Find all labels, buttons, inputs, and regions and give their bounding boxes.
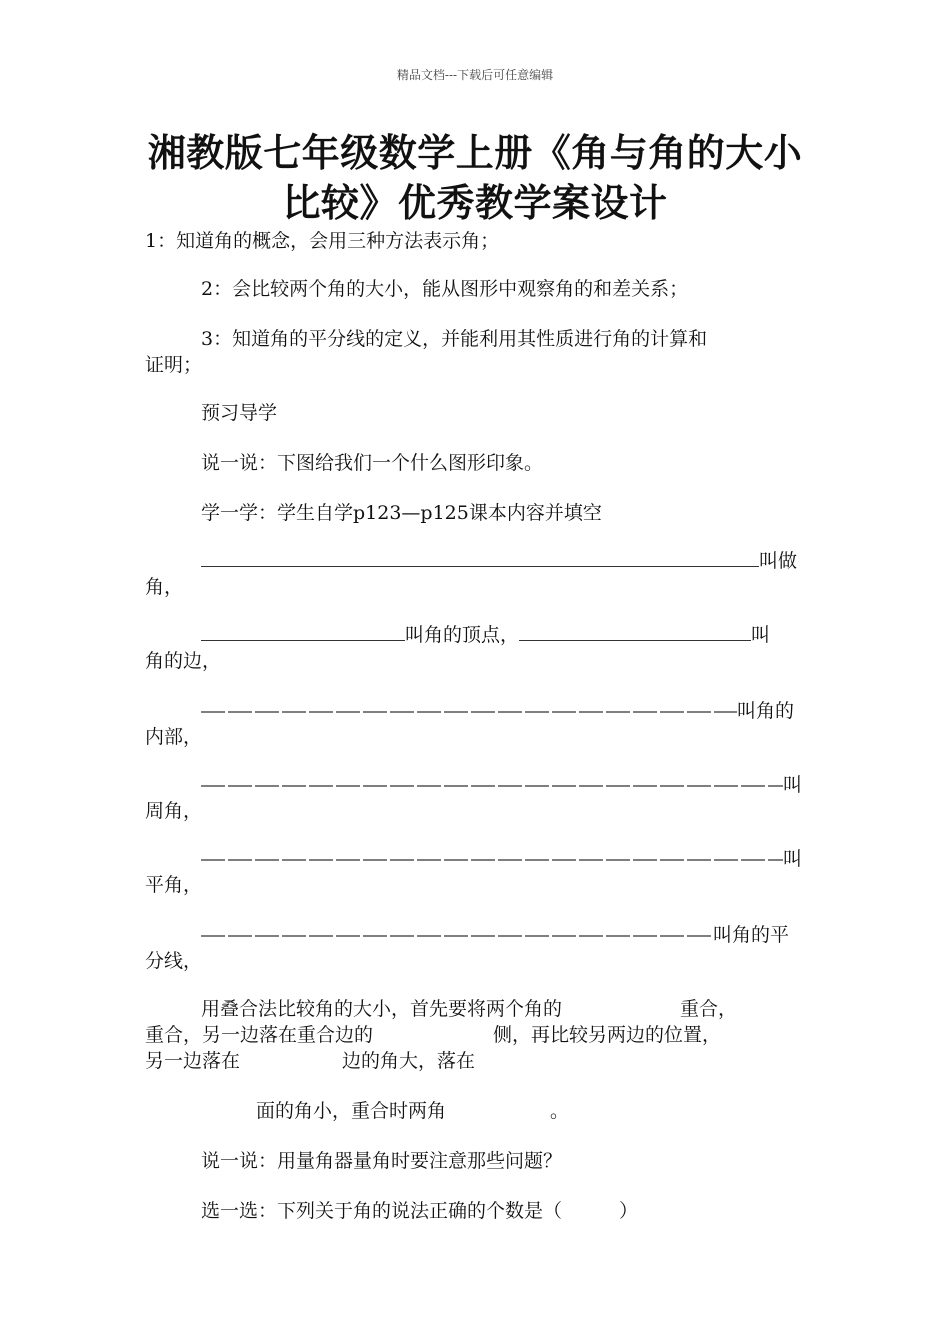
fill-blank-6 (201, 922, 789, 948)
fill-blank-6-cont: 分线， (145, 950, 203, 972)
fill-blank-5-cont: 平角， (145, 874, 203, 896)
blank-dash-line (201, 846, 783, 872)
fold-text: 。 (550, 1100, 570, 1122)
blank-dash-line (201, 772, 783, 798)
fill-blank-1 (201, 548, 797, 574)
fold-text: 另一边落在 (145, 1050, 241, 1072)
fold-text: 侧，再比较另两边的位置， (493, 1024, 722, 1046)
blank-line (201, 548, 759, 567)
fill-text: 叫 (783, 848, 803, 870)
fill-text: 叫角的平 (713, 924, 790, 946)
fold-text: 重合，另一边落在重合边的 (145, 1024, 374, 1046)
fold-method-line4 (256, 1098, 569, 1124)
say-one-say-1: 说一说：下图给我们一个什么图形印象。 (201, 452, 544, 474)
say-one-say-2: 说一说：用量角器量角时要注意那些问题？ (201, 1150, 563, 1172)
blank-line (519, 622, 751, 641)
objective-3-line1: 3：知道角的平分线的定义，并能利用其性质进行角的计算和 (201, 328, 708, 350)
fill-text: 叫角的 (737, 700, 795, 722)
fold-text: 重合， (680, 998, 738, 1020)
objective-1: 1：知道角的概念，会用三种方法表示角； (145, 230, 500, 252)
fill-blank-3-cont: 内部， (145, 726, 203, 748)
blank-line (201, 622, 405, 641)
objective-2: 2：会比较两个角的大小，能从图形中观察角的和差关系； (201, 278, 689, 300)
fill-blank-3 (201, 698, 794, 724)
fill-blank-1-cont: 角， (145, 576, 184, 598)
fill-blank-4 (201, 772, 802, 798)
fold-text: 用叠合法比较角的大小，首先要将两个角的 (201, 998, 563, 1020)
title-line-1: 湘教版七年级数学上册《角与角的大小 (147, 130, 803, 175)
fill-text: 叫做 (759, 550, 798, 572)
fill-blank-2-cont: 角的边， (145, 650, 222, 672)
objective-3-line2: 证明； (145, 354, 203, 376)
fill-blank-2 (201, 622, 770, 648)
choose-question: 选一选：下列关于角的说法正确的个数是（ ） (201, 1200, 639, 1222)
fill-blank-5 (201, 846, 802, 872)
fill-blank-4-cont: 周角， (145, 800, 203, 822)
title-line-2: 比较》优秀教学案设计 (282, 180, 668, 225)
fold-method-line2 (145, 1022, 721, 1048)
fold-text: 面的角小，重合时两角 (256, 1100, 447, 1122)
fill-text: 叫 (751, 624, 771, 646)
learn-one-learn: 学一学：学生自学p123—p125课本内容并填空 (201, 502, 602, 524)
fill-text: 叫角的顶点， (405, 624, 520, 646)
page-header: 精品文档---下载后可任意编辑 (396, 68, 554, 82)
preview-heading: 预习导学 (201, 402, 278, 424)
document-title (140, 128, 810, 228)
fold-method-line3 (145, 1048, 475, 1074)
fill-text: 叫 (783, 774, 803, 796)
blank-dash-line (201, 698, 737, 724)
fold-method-line1 (201, 996, 737, 1022)
blank-dash-line (201, 922, 713, 948)
fold-text: 边的角大，落在 (342, 1050, 476, 1072)
